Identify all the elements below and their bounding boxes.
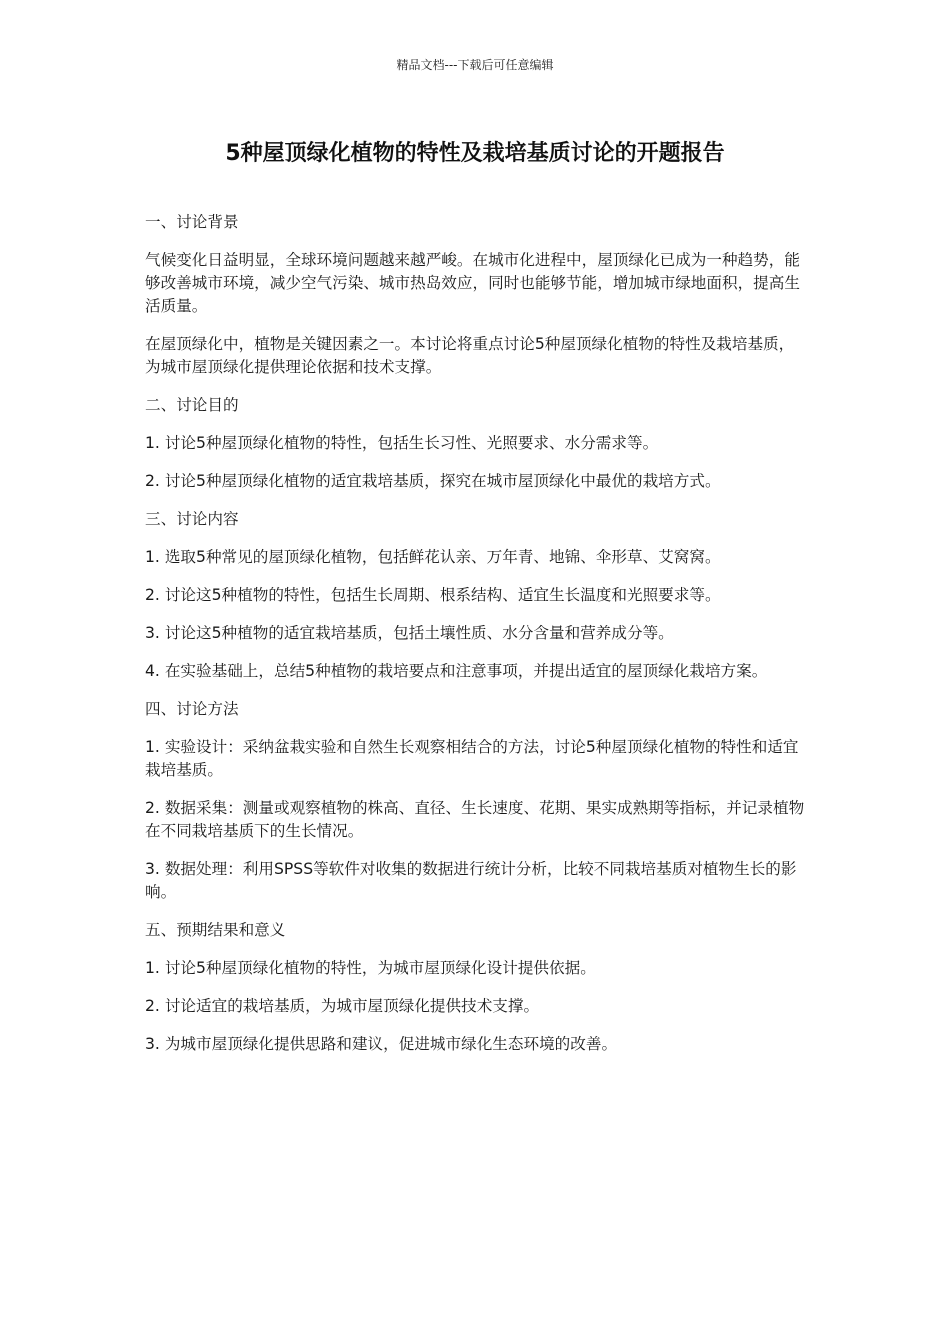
section-heading-method: 四、讨论方法 bbox=[145, 700, 239, 718]
document-body bbox=[145, 211, 805, 1071]
section-heading-purpose: 二、讨论目的 bbox=[145, 396, 239, 414]
list-item: 1. 讨论5种屋顶绿化植物的特性，为城市屋顶绿化设计提供依据。 bbox=[145, 959, 596, 977]
document-title: 5种屋顶绿化植物的特性及栽培基质讨论的开题报告 bbox=[225, 141, 725, 166]
list-item: 1. 实验设计：采纳盆栽实验和自然生长观察相结合的方法，讨论5种屋顶绿化植物的特性和适宜栽培基质。 bbox=[145, 738, 799, 779]
list-item: 1. 讨论5种屋顶绿化植物的特性，包括生长习性、光照要求、水分需求等。 bbox=[145, 434, 659, 452]
list-item: 2. 讨论5种屋顶绿化植物的适宜栽培基质，探究在城市屋顶绿化中最优的栽培方式。 bbox=[145, 472, 721, 490]
list-item: 1. 选取5种常见的屋顶绿化植物，包括鲜花认亲、万年青、地锦、伞形草、艾窝窝。 bbox=[145, 548, 721, 566]
list-item: 2. 数据采集：测量或观察植物的株高、直径、生长速度、花期、果实成熟期等指标，并记录植物在不同栽培基质下的生长情况。 bbox=[145, 799, 805, 840]
list-item: 2. 讨论适宜的栽培基质，为城市屋顶绿化提供技术支撑。 bbox=[145, 997, 540, 1015]
list-item: 3. 讨论这5种植物的适宜栽培基质，包括土壤性质、水分含量和营养成分等。 bbox=[145, 624, 674, 642]
section-heading-content: 三、讨论内容 bbox=[145, 510, 239, 528]
list-item: 2. 讨论这5种植物的特性，包括生长周期、根系结构、适宜生长温度和光照要求等。 bbox=[145, 586, 721, 604]
paragraph: 气候变化日益明显，全球环境问题越来越严峻。在城市化进程中，屋顶绿化已成为一种趋势，能够改善城市环境，减少空气污染、城市热岛效应，同时也能够节能，增加城市绿地面积，提高生活质量。 bbox=[145, 251, 800, 315]
section-heading-background: 一、讨论背景 bbox=[145, 213, 239, 231]
page-header: 精品文档---下载后可任意编辑 bbox=[396, 58, 554, 72]
list-item: 3. 数据处理：利用SPSS等软件对收集的数据进行统计分析，比较不同栽培基质对植物生长的影响。 bbox=[145, 860, 797, 901]
section-heading-results: 五、预期结果和意义 bbox=[145, 921, 286, 939]
list-item: 3. 为城市屋顶绿化提供思路和建议，促进城市绿化生态环境的改善。 bbox=[145, 1035, 618, 1053]
paragraph: 在屋顶绿化中，植物是关键因素之一。本讨论将重点讨论5种屋顶绿化植物的特性及栽培基质，为城市屋顶绿化提供理论依据和技术支撑。 bbox=[145, 335, 795, 376]
list-item: 4. 在实验基础上，总结5种植物的栽培要点和注意事项，并提出适宜的屋顶绿化栽培方案。 bbox=[145, 662, 768, 680]
